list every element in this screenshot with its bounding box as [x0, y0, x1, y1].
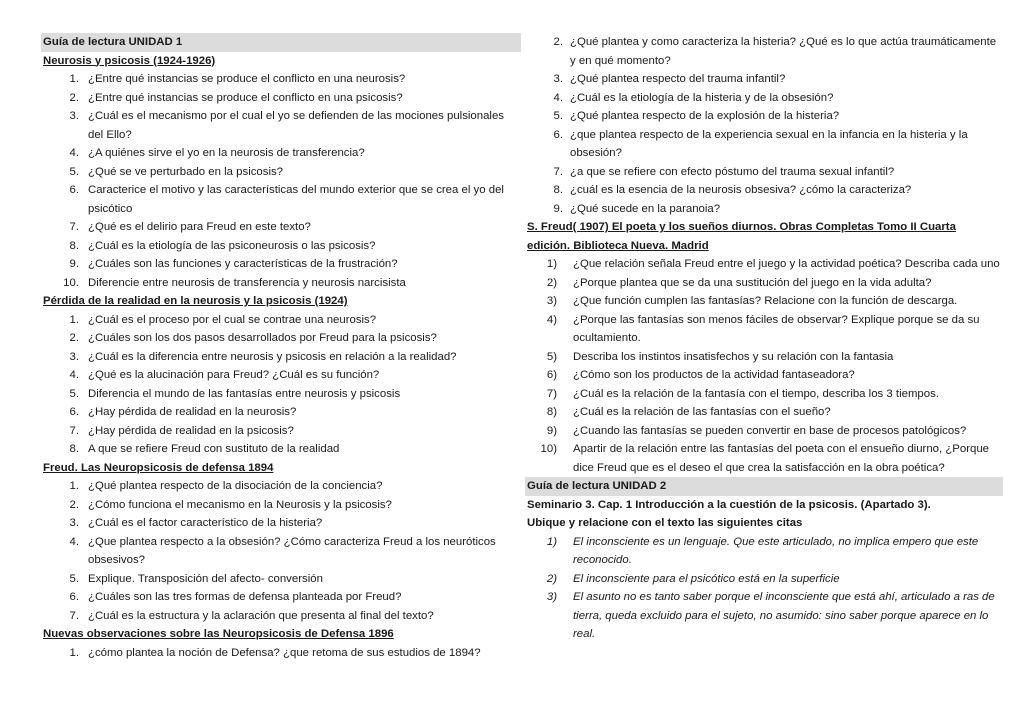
- question-list-s4: [43, 644, 521, 663]
- list-item: 5. ¿Qué se ve perturbado en la psicosis?: [69, 165, 284, 178]
- quote-list: [527, 533, 1003, 644]
- section-heading-perdida-realidad: Pérdida de la realidad en la neurosis y la psicosis (1924): [43, 295, 348, 307]
- list-item: 8. A que se refiere Freud con sustituto de la realidad: [69, 443, 340, 455]
- list-item: 2. ¿Cuáles son los dos pasos desarrollados por Freud para la psicosis?: [69, 332, 437, 344]
- section-heading-poeta-suenos-line1: S. Freud( 1907) El poeta y los sueños diurnos. Obras Completas Tomo II Cuarta: [527, 221, 956, 233]
- list-item: 3) El asunto no es tanto saber porque el inconsciente que está ahí, articulado a ras de tierra, queda excluido para el sujeto, no asumido: sino saber porque aparece en lo real.: [546, 591, 995, 640]
- list-item: 2) El inconsciente para el psicótico está en la superficie: [546, 572, 840, 585]
- list-item: 10) Apartir de la relación entre las fantasías del poeta con el ensueño diurno, ¿Porque dice Freud que es el deseo el que crea la satisfacción en la obra poética?: [540, 443, 990, 474]
- list-item: 9) ¿Cuando las fantasías se pueden convertir en base de procesos patológicos?: [546, 424, 967, 437]
- list-item: 2. ¿Entre qué instancias se produce el conflicto en una psicosis?: [69, 91, 403, 104]
- list-item: 9. ¿Qué sucede en la paranoia?: [553, 202, 721, 215]
- list-item: 5. Explique. Transposición del afecto- conversión: [69, 572, 323, 585]
- unit2-title: Guía de lectura UNIDAD 2: [525, 477, 1003, 496]
- list-item: 5) Describa los instintos insatisfechos y su relación con la fantasia: [546, 350, 894, 363]
- list-item: 3. ¿Cuál es el mecanismo por el cual el yo se defienden de las mociones pulsionales del Ello?: [69, 110, 504, 141]
- list-item: 5. ¿Qué plantea respecto de la explosión de la histeria?: [553, 110, 840, 122]
- question-list-s1: [43, 70, 521, 292]
- list-item: 1) El inconsciente es un lenguaje. Que este articulado, no implica empero que este reconocido.: [546, 535, 979, 566]
- list-item: 7) ¿Cuál es la relación de la fantasía con el tiempo, describa los 3 tiempos.: [546, 387, 939, 400]
- list-item: 6. ¿que plantea respecto de la experiencia sexual en la infancia en la histeria y la obsesión?: [553, 128, 968, 159]
- list-item: 1. ¿Qué plantea respecto de la disociación de la conciencia?: [69, 480, 383, 492]
- section-heading-poeta-suenos-line2: edición. Biblioteca Nueva. Madrid: [527, 239, 709, 252]
- section-heading-neuropsicosis-1894: Freud. Las Neuropsicosis de defensa 1894: [43, 461, 274, 474]
- list-item: 6. ¿Cuáles son las tres formas de defensa planteada por Freud?: [69, 591, 402, 603]
- list-item: 8. ¿cuál es la esencia de la neurosis obsesiva? ¿cómo la caracteriza?: [553, 184, 912, 196]
- list-item: 7. ¿Hay pérdida de realidad en la psicosis?: [69, 424, 294, 437]
- list-item: 6. Caracterice el motivo y las características del mundo exterior que se crea el yo del psicótico: [69, 184, 504, 215]
- instruction-heading: Ubique y relacione con el texto las siguientes citas: [527, 517, 803, 529]
- list-item: 5. Diferencia el mundo de las fantasías entre neurosis y psicosis: [69, 387, 401, 400]
- list-item: 7. ¿Qué es el delirio para Freud en este texto?: [69, 221, 311, 233]
- list-item: 9. ¿Cuáles son las funciones y características de la frustración?: [69, 258, 398, 270]
- list-item: 8. ¿Cuál es la etiología de las psiconeurosis o las psicosis?: [69, 239, 376, 252]
- unit1-title: Guía de lectura UNIDAD 1: [41, 33, 521, 52]
- list-item: 6) ¿Cómo son los productos de la actividad fantaseadora?: [546, 369, 855, 381]
- right-column: [527, 33, 1003, 644]
- list-item: 4. ¿Que plantea respecto a la obsesión? ¿Cómo caracteriza Freud a los neuróticos obsesivos?: [69, 535, 496, 566]
- list-item: 1) ¿Que relación señala Freud entre el juego y la actividad poética? Describa cada uno: [546, 258, 1000, 270]
- list-item: 3. ¿Cuál es el factor característico de la histeria?: [69, 517, 323, 529]
- list-item: 2) ¿Porque plantea que se da una sustitución del juego en la vida adulta?: [546, 276, 932, 289]
- section-heading-nuevas-observaciones: Nuevas observaciones sobre las Neuropsicosis de Defensa 1896: [43, 628, 394, 640]
- list-item: 2. ¿Qué plantea y como caracteriza la histeria? ¿Qué es lo que actúa traumáticamente y en qué momento?: [553, 36, 997, 67]
- list-item: 6. ¿Hay pérdida de realidad en la neurosis?: [69, 406, 297, 418]
- list-item: 4. ¿A quiénes sirve el yo en la neurosis de transferencia?: [69, 147, 365, 159]
- seminar-heading: Seminario 3. Cap. 1 Introducción a la cuestión de la psicosis. (Apartado 3).: [527, 498, 931, 511]
- list-item: 3. ¿Qué plantea respecto del trauma infantil?: [553, 73, 786, 85]
- list-item: 8) ¿Cuál es la relación de las fantasías con el sueño?: [546, 406, 831, 418]
- list-item: 2. ¿Cómo funciona el mecanismo en la Neurosis y la psicosis?: [69, 498, 392, 511]
- list-item: 3) ¿Que función cumplen las fantasías? Relacione con la función de descarga.: [546, 295, 958, 307]
- list-item: 1. ¿Entre qué instancias se produce el conflicto en una neurosis?: [69, 73, 406, 85]
- question-list-s2: [43, 311, 521, 459]
- list-item: 3. ¿Cuál es la diferencia entre neurosis y psicosis en relación a la realidad?: [69, 350, 457, 363]
- list-item: 4) ¿Porque las fantasías son menos fáciles de observar? Explique porque se da su ocultamiento.: [546, 313, 980, 344]
- list-item: 4. ¿Cuál es la etiología de la histeria y de la obsesión?: [553, 91, 834, 104]
- question-list-s4-continued: [527, 33, 1003, 218]
- list-item: 4. ¿Qué es la alucinación para Freud? ¿Cuál es su función?: [69, 369, 380, 381]
- left-column: [43, 33, 521, 662]
- list-item: 7. ¿Cuál es la estructura y la aclaración que presenta al final del texto?: [69, 609, 434, 622]
- question-list-s5: [527, 255, 1003, 477]
- question-list-s3: [43, 477, 521, 625]
- list-item: 1. ¿cómo plantea la noción de Defensa? ¿que retoma de sus estudios de 1894?: [69, 646, 481, 659]
- section-heading-neurosis-psicosis: Neurosis y psicosis (1924-1926): [43, 54, 216, 67]
- list-item: 7. ¿a que se refiere con efecto póstumo del trauma sexual infantil?: [553, 165, 895, 178]
- list-item: 1. ¿Cuál es el proceso por el cual se contrae una neurosis?: [69, 313, 377, 326]
- list-item: 10. Diferencie entre neurosis de transferencia y neurosis narcisista: [63, 276, 406, 289]
